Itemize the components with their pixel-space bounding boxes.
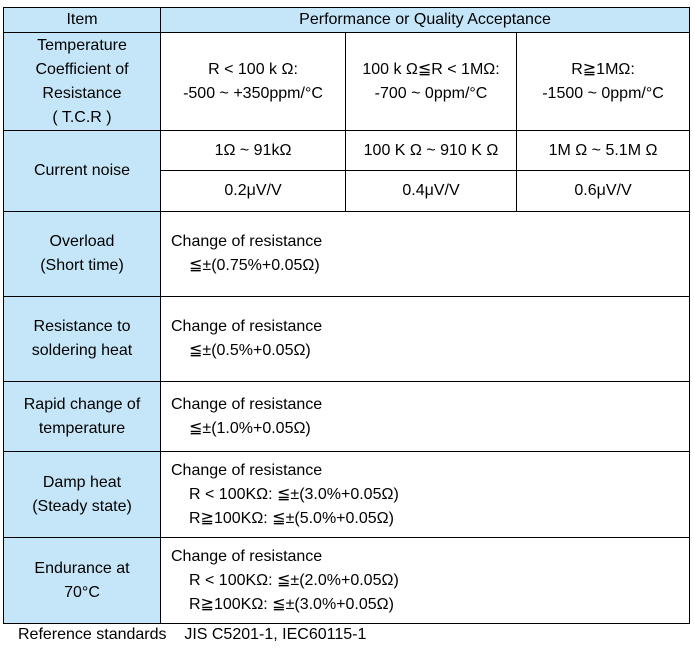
noise-value: 0.2μV/V [161,171,346,212]
header-item: Item [4,8,161,33]
tcr-label-line: Coefficient of [35,60,129,78]
spec-heading: Change of resistance [171,461,323,479]
damp-spec [161,452,690,538]
rapid-row [4,382,690,452]
tcr-label-line: Temperature [37,36,127,54]
header-row [4,8,690,33]
spec-heading: Change of resistance [171,547,323,565]
soldering-label-line: Resistance to [33,318,131,335]
tcr-range: R < 100 k Ω: [208,60,298,78]
overload-label [4,212,161,297]
rapid-label-line: Rapid change of [23,395,141,413]
rapid-label-line: temperature [38,419,126,437]
tcr-label-line: ( T.C.R ) [52,108,112,126]
overload-spec [161,212,690,297]
tcr-value: -500 ~ +350ppm/°C [183,84,323,102]
spec-table [3,7,690,624]
spec-tolerance: ≦±(1.0%+0.05Ω) [189,419,311,437]
spec-heading: Change of resistance [171,395,323,413]
endurance-label-line: Endurance at [34,559,130,577]
tcr-value: -1500 ~ 0ppm/°C [542,84,664,102]
soldering-label [4,297,161,382]
endurance-row [4,538,690,624]
noise-value: 0.4μV/V [346,171,517,212]
rapid-label [4,382,161,452]
spec-tolerance: ≦±(0.75%+0.05Ω) [189,257,320,274]
tcr-range: R≧1MΩ: [571,60,635,78]
noise-range: 1Ω ~ 91kΩ [161,131,346,171]
noise-value: 0.6μV/V [517,171,690,212]
soldering-spec [161,297,690,382]
spec-heading: Change of resistance [171,233,323,250]
spec-tolerance: ≦±(0.5%+0.05Ω) [189,342,311,359]
reference-standards: Reference standards JIS C5201-1, IEC60115-1 [18,626,367,643]
spec-tolerance-low: R < 100KΩ: ≦±(2.0%+0.05Ω) [189,571,399,589]
noise-label: Current noise [4,131,161,212]
damp-label [4,452,161,538]
header-performance: Performance or Quality Acceptance [161,8,690,33]
endurance-spec [161,538,690,624]
rapid-spec [161,382,690,452]
spec-tolerance-low: R < 100KΩ: ≦±(3.0%+0.05Ω) [189,485,399,503]
endurance-label-line: 70°C [64,583,100,601]
soldering-row [4,297,690,382]
tcr-col-high [517,33,690,131]
damp-label-line: Damp heat [42,473,122,491]
endurance-label [4,538,161,624]
spec-heading: Change of resistance [171,318,323,335]
overload-label-line: Overload [49,233,115,250]
damp-row [4,452,690,538]
tcr-row [4,33,690,131]
noise-range: 100 K Ω ~ 910 K Ω [346,131,517,171]
overload-row [4,212,690,297]
spec-tolerance-high: R≧100KΩ: ≦±(3.0%+0.05Ω) [189,595,394,613]
damp-label-line: (Steady state) [32,497,132,515]
tcr-value: -700 ~ 0ppm/°C [374,84,488,102]
spec-tolerance-high: R≧100KΩ: ≦±(5.0%+0.05Ω) [189,509,394,527]
noise-range: 1M Ω ~ 5.1M Ω [517,131,690,171]
soldering-label-line: soldering heat [31,342,133,359]
overload-label-line: (Short time) [40,257,124,274]
tcr-col-low [161,33,346,131]
tcr-col-mid [346,33,517,131]
tcr-label [4,33,161,131]
noise-range-row [4,131,690,171]
tcr-range: 100 k Ω≦R < 1MΩ: [362,60,500,78]
tcr-label-line: Resistance [42,84,122,102]
